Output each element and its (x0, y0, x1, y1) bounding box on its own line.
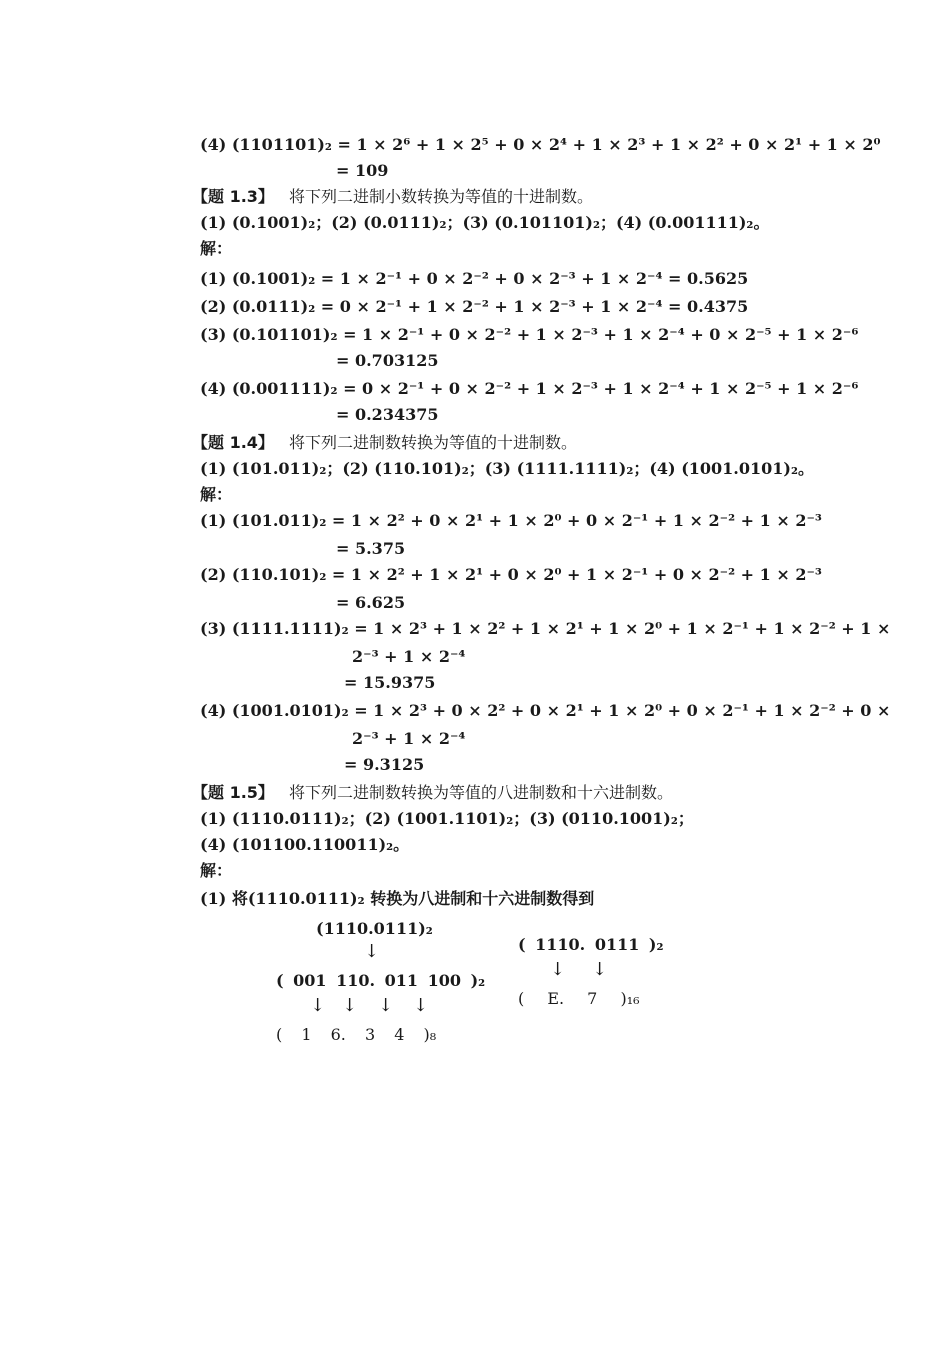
solution-label: 解： (200, 861, 233, 880)
eq-1-4-2-result: = 6.625 (336, 593, 406, 612)
eq-1-4-3-result: = 15.9375 (344, 673, 436, 692)
solution-label: 解： (200, 239, 233, 258)
eq-1-3-3: (3) (0.101101)₂ = 1 × 2⁻¹ + 0 × 2⁻² + 1 × 2⁻³ + 1 × 2⁻⁴ + 0 × 2⁻⁵ + 1 × 2⁻⁶ (200, 325, 859, 344)
problem-1-4-heading (192, 432, 577, 454)
arrow-down-icon: ↓ (413, 995, 429, 1016)
arrow-down-icon: ↓ (342, 995, 358, 1016)
problem-1-5-items-b: (4) (101100.110011)₂。 (200, 835, 410, 854)
eq-1-4-4-result: = 9.3125 (344, 755, 425, 774)
octal-result: ( 1 6. 3 4 )₈ (276, 1025, 437, 1044)
problem-1-5-items-a: (1) (1110.0111)₂；(2) (1001.1101)₂；(3) (0110.1001)₂； (200, 809, 694, 828)
eq-1-3-4: (4) (0.001111)₂ = 0 × 2⁻¹ + 0 × 2⁻² + 1 × 2⁻³ + 1 × 2⁻⁴ + 1 × 2⁻⁵ + 1 × 2⁻⁶ (200, 379, 859, 398)
problem-1-4-items: (1) (101.011)₂；(2) (110.101)₂；(3) (1111.1111)₂；(4) (1001.0101)₂。 (200, 459, 814, 478)
eq-1-4-2: (2) (110.101)₂ = 1 × 2² + 1 × 2¹ + 0 × 2⁰ + 1 × 2⁻¹ + 0 × 2⁻² + 1 × 2⁻³ (200, 565, 822, 584)
arrow-down-icon: ↓ (592, 959, 608, 980)
hex-result: ( E. 7 )₁₆ (518, 989, 640, 1008)
eq-1-3-3-result: = 0.703125 (336, 351, 439, 370)
eq-1-3-1: (1) (0.1001)₂ = 1 × 2⁻¹ + 0 × 2⁻² + 0 × 2⁻³ + 1 × 2⁻⁴ = 0.5625 (200, 269, 749, 288)
eq-1-3-4-result: = 0.234375 (336, 405, 439, 424)
eq-1-3-2: (2) (0.0111)₂ = 0 × 2⁻¹ + 1 × 2⁻² + 1 × 2⁻³ + 1 × 2⁻⁴ = 0.4375 (200, 297, 749, 316)
problem-1-4-tag: 【题 1.4】 (192, 433, 274, 452)
eq-1-4-4: (4) (1001.0101)₂ = 1 × 2³ + 0 × 2² + 0 × 2¹ + 1 × 2⁰ + 0 × 2⁻¹ + 1 × 2⁻² + 0 × (200, 701, 891, 720)
problem-1-3-items: (1) (0.1001)₂；(2) (0.0111)₂；(3) (0.101101)₂；(4) (0.001111)₂。 (200, 213, 770, 232)
arrow-down-icon: ↓ (364, 941, 380, 962)
eq-1-5-1-intro: (1) 将(1110.0111)₂ 转换为八进制和十六进制数得到 (200, 889, 595, 908)
eq-1-2-4-line: (4) (1101101)₂ = 1 × 2⁶ + 1 × 2⁵ + 0 × 2⁴ + 1 × 2³ + 1 × 2² + 0 × 2¹ + 1 × 2⁰ (200, 135, 881, 154)
problem-1-3-heading (192, 186, 593, 208)
octal-grouped: ( 001 110. 011 100 )₂ (276, 971, 486, 990)
arrow-down-icon: ↓ (310, 995, 326, 1016)
problem-1-4-text: 将下列二进制数转换为等值的十进制数。 (289, 433, 578, 452)
eq-1-4-3: (3) (1111.1111)₂ = 1 × 2³ + 1 × 2² + 1 × 2¹ + 1 × 2⁰ + 1 × 2⁻¹ + 1 × 2⁻² + 1 × (200, 619, 891, 638)
eq-1-4-1: (1) (101.011)₂ = 1 × 2² + 0 × 2¹ + 1 × 2⁰ + 0 × 2⁻¹ + 1 × 2⁻² + 1 × 2⁻³ (200, 511, 822, 530)
eq-1-2-4-result: = 109 (336, 161, 389, 180)
solution-label: 解： (200, 485, 233, 504)
arrow-down-icon: ↓ (550, 959, 566, 980)
problem-1-3-tag: 【题 1.3】 (192, 187, 274, 206)
problem-1-3-text: 将下列二进制小数转换为等值的十进制数。 (289, 187, 594, 206)
eq-1-4-4-cont: 2⁻³ + 1 × 2⁻⁴ (352, 729, 466, 748)
problem-1-5-heading (192, 782, 673, 804)
problem-1-5-tag: 【题 1.5】 (192, 783, 274, 802)
eq-1-4-1-result: = 5.375 (336, 539, 406, 558)
problem-1-5-text: 将下列二进制数转换为等值的八进制数和十六进制数。 (289, 783, 674, 802)
octal-source: (1110.0111)₂ (316, 919, 433, 938)
arrow-down-icon: ↓ (378, 995, 394, 1016)
eq-1-4-3-cont: 2⁻³ + 1 × 2⁻⁴ (352, 647, 466, 666)
hex-source: ( 1110. 0111 )₂ (518, 935, 664, 954)
